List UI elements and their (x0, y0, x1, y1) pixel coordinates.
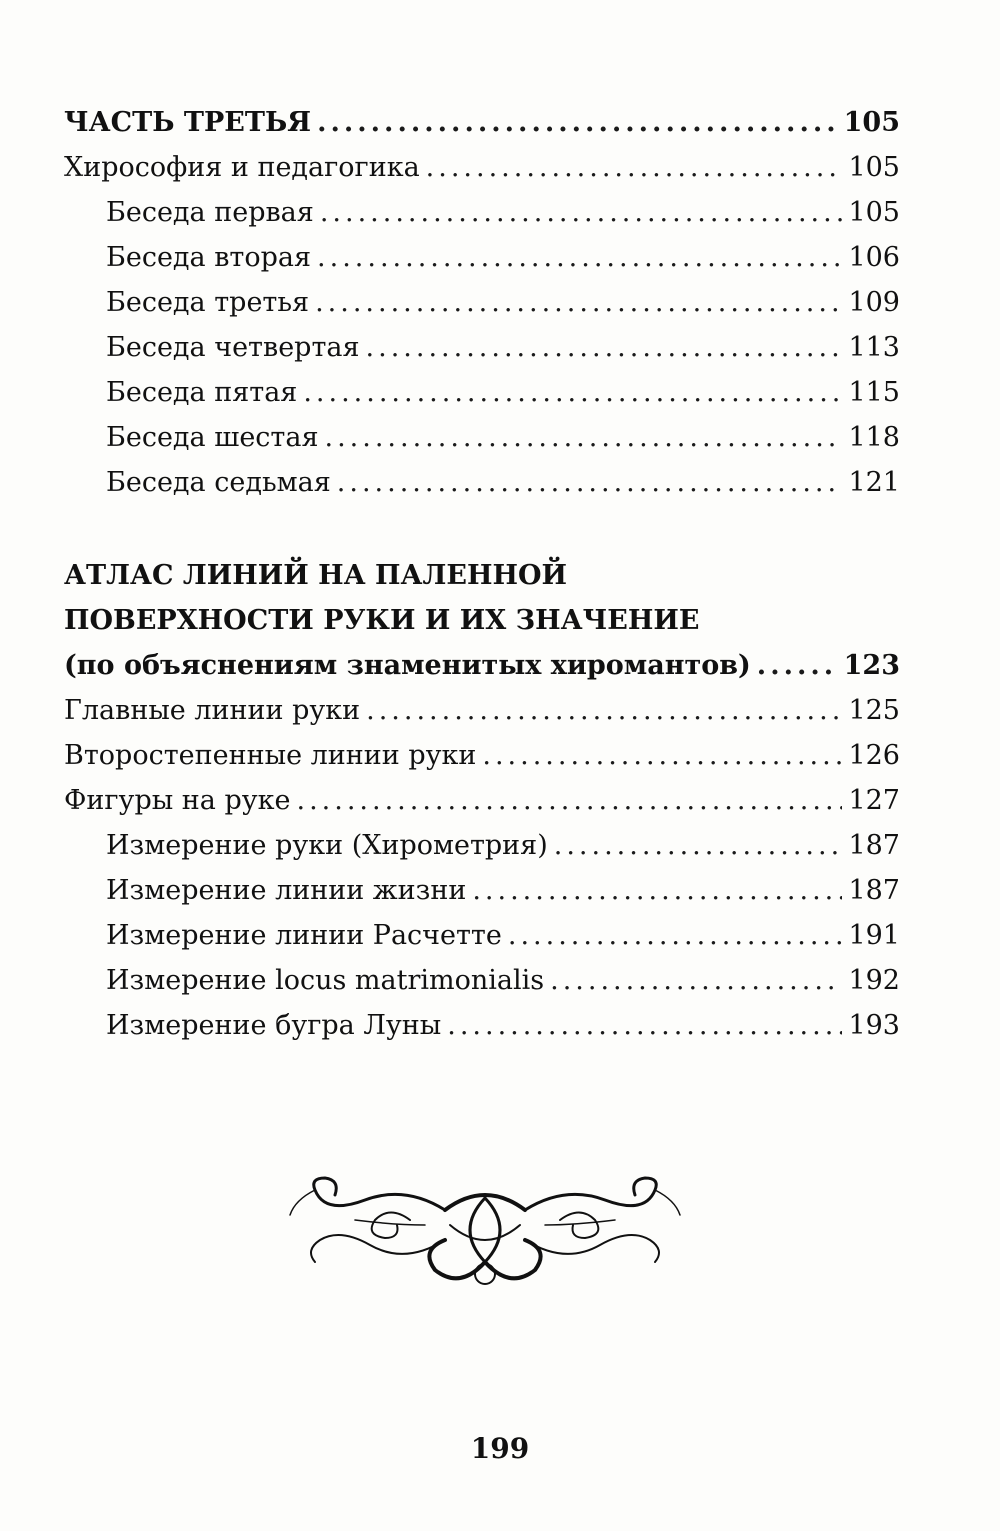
toc-entry (64, 145, 900, 190)
leader-dots (317, 235, 842, 280)
toc-entry-page: 187 (848, 875, 900, 906)
leader-dots (337, 460, 843, 505)
toc-entry-page: 191 (848, 920, 900, 951)
toc-entry-label: Беседа пятая (106, 377, 298, 408)
leader-dots (447, 1003, 842, 1048)
toc-entry (64, 370, 900, 415)
page-number: 199 (470, 1432, 530, 1465)
toc-entry-page: 121 (848, 467, 900, 498)
leader-dots (366, 325, 843, 370)
toc-entry-label: Измерение линии жизни (106, 875, 467, 906)
toc-entry (64, 460, 900, 505)
toc-entry-page: 105 (843, 107, 900, 138)
leader-dots (297, 778, 843, 823)
toc-entry-page: 105 (848, 197, 900, 228)
toc-entry-label: ЧАСТЬ ТРЕТЬЯ (64, 107, 312, 138)
leader-dots (757, 643, 838, 688)
toc-entry-page: 109 (848, 287, 900, 318)
leader-dots (315, 280, 842, 325)
toc-entry (64, 235, 900, 280)
leader-dots (325, 415, 843, 460)
toc-entry (64, 280, 900, 325)
leader-dots (317, 100, 838, 145)
toc-entry (64, 868, 900, 913)
toc-entry (64, 415, 900, 460)
toc-entry (64, 1003, 900, 1048)
leader-dots (366, 688, 842, 733)
toc-entry-label: Беседа третья (106, 287, 310, 318)
toc-entry-label: Фигуры на руке (64, 785, 291, 816)
toc-atlas-heading-line2: ПОВЕРХНОСТИ РУКИ И ИХ ЗНАЧЕНИЕ (64, 605, 700, 636)
leader-dots (303, 370, 842, 415)
table-of-contents (64, 100, 900, 1048)
toc-entry-label: Главные линии руки (64, 695, 361, 726)
toc-atlas-heading-line3 (64, 643, 900, 688)
leader-dots (472, 868, 842, 913)
toc-atlas-heading-line1: АТЛАС ЛИНИЙ НА ПАЛЕННОЙ (64, 560, 568, 591)
toc-entry-label: (по объяснениям знаменитых хиромантов) (64, 650, 751, 681)
toc-entry-label: Беседа вторая (106, 242, 312, 273)
toc-entry-label: Беседа шестая (106, 422, 319, 453)
leader-dots (554, 823, 843, 868)
toc-entry (64, 733, 900, 778)
toc-entry-page: 106 (848, 242, 900, 273)
leader-dots (426, 145, 843, 190)
toc-entry-page: 126 (848, 740, 900, 771)
toc-entry-page: 118 (848, 422, 900, 453)
toc-entry-label: Измерение locus matrimonialis (106, 965, 545, 996)
toc-entry (64, 688, 900, 733)
leader-dots (550, 958, 842, 1003)
toc-entry-label: Хирософия и педагогика (64, 152, 420, 183)
toc-entry-page: 115 (848, 377, 900, 408)
toc-entry-page: 192 (848, 965, 900, 996)
toc-entry-page: 193 (848, 1010, 900, 1041)
leader-dots (320, 190, 843, 235)
toc-part-three-heading (64, 100, 900, 145)
toc-entry (64, 958, 900, 1003)
toc-entry (64, 778, 900, 823)
toc-entry-label: Второстепенные линии руки (64, 740, 477, 771)
toc-entry-label: Беседа первая (106, 197, 314, 228)
toc-entry-label: Измерение линии Расчетте (106, 920, 502, 951)
flourish-ornament-icon (285, 1170, 685, 1300)
toc-entry-page: 187 (848, 830, 900, 861)
toc-entry-label: Беседа седьмая (106, 467, 331, 498)
toc-entry (64, 913, 900, 958)
leader-dots (508, 913, 843, 958)
toc-entry-page: 125 (848, 695, 900, 726)
section-gap (64, 505, 900, 553)
toc-entry-page: 105 (848, 152, 900, 183)
leader-dots (482, 733, 842, 778)
toc-entry-page: 113 (848, 332, 900, 363)
toc-entry (64, 823, 900, 868)
toc-entry (64, 325, 900, 370)
toc-entry-label: Беседа четвертая (106, 332, 360, 363)
toc-entry-label: Измерение бугра Луны (106, 1010, 442, 1041)
toc-entry-label: Измерение руки (Хирометрия) (106, 830, 548, 861)
toc-entry-page: 123 (843, 650, 900, 681)
toc-entry (64, 190, 900, 235)
toc-entry-page: 127 (848, 785, 900, 816)
